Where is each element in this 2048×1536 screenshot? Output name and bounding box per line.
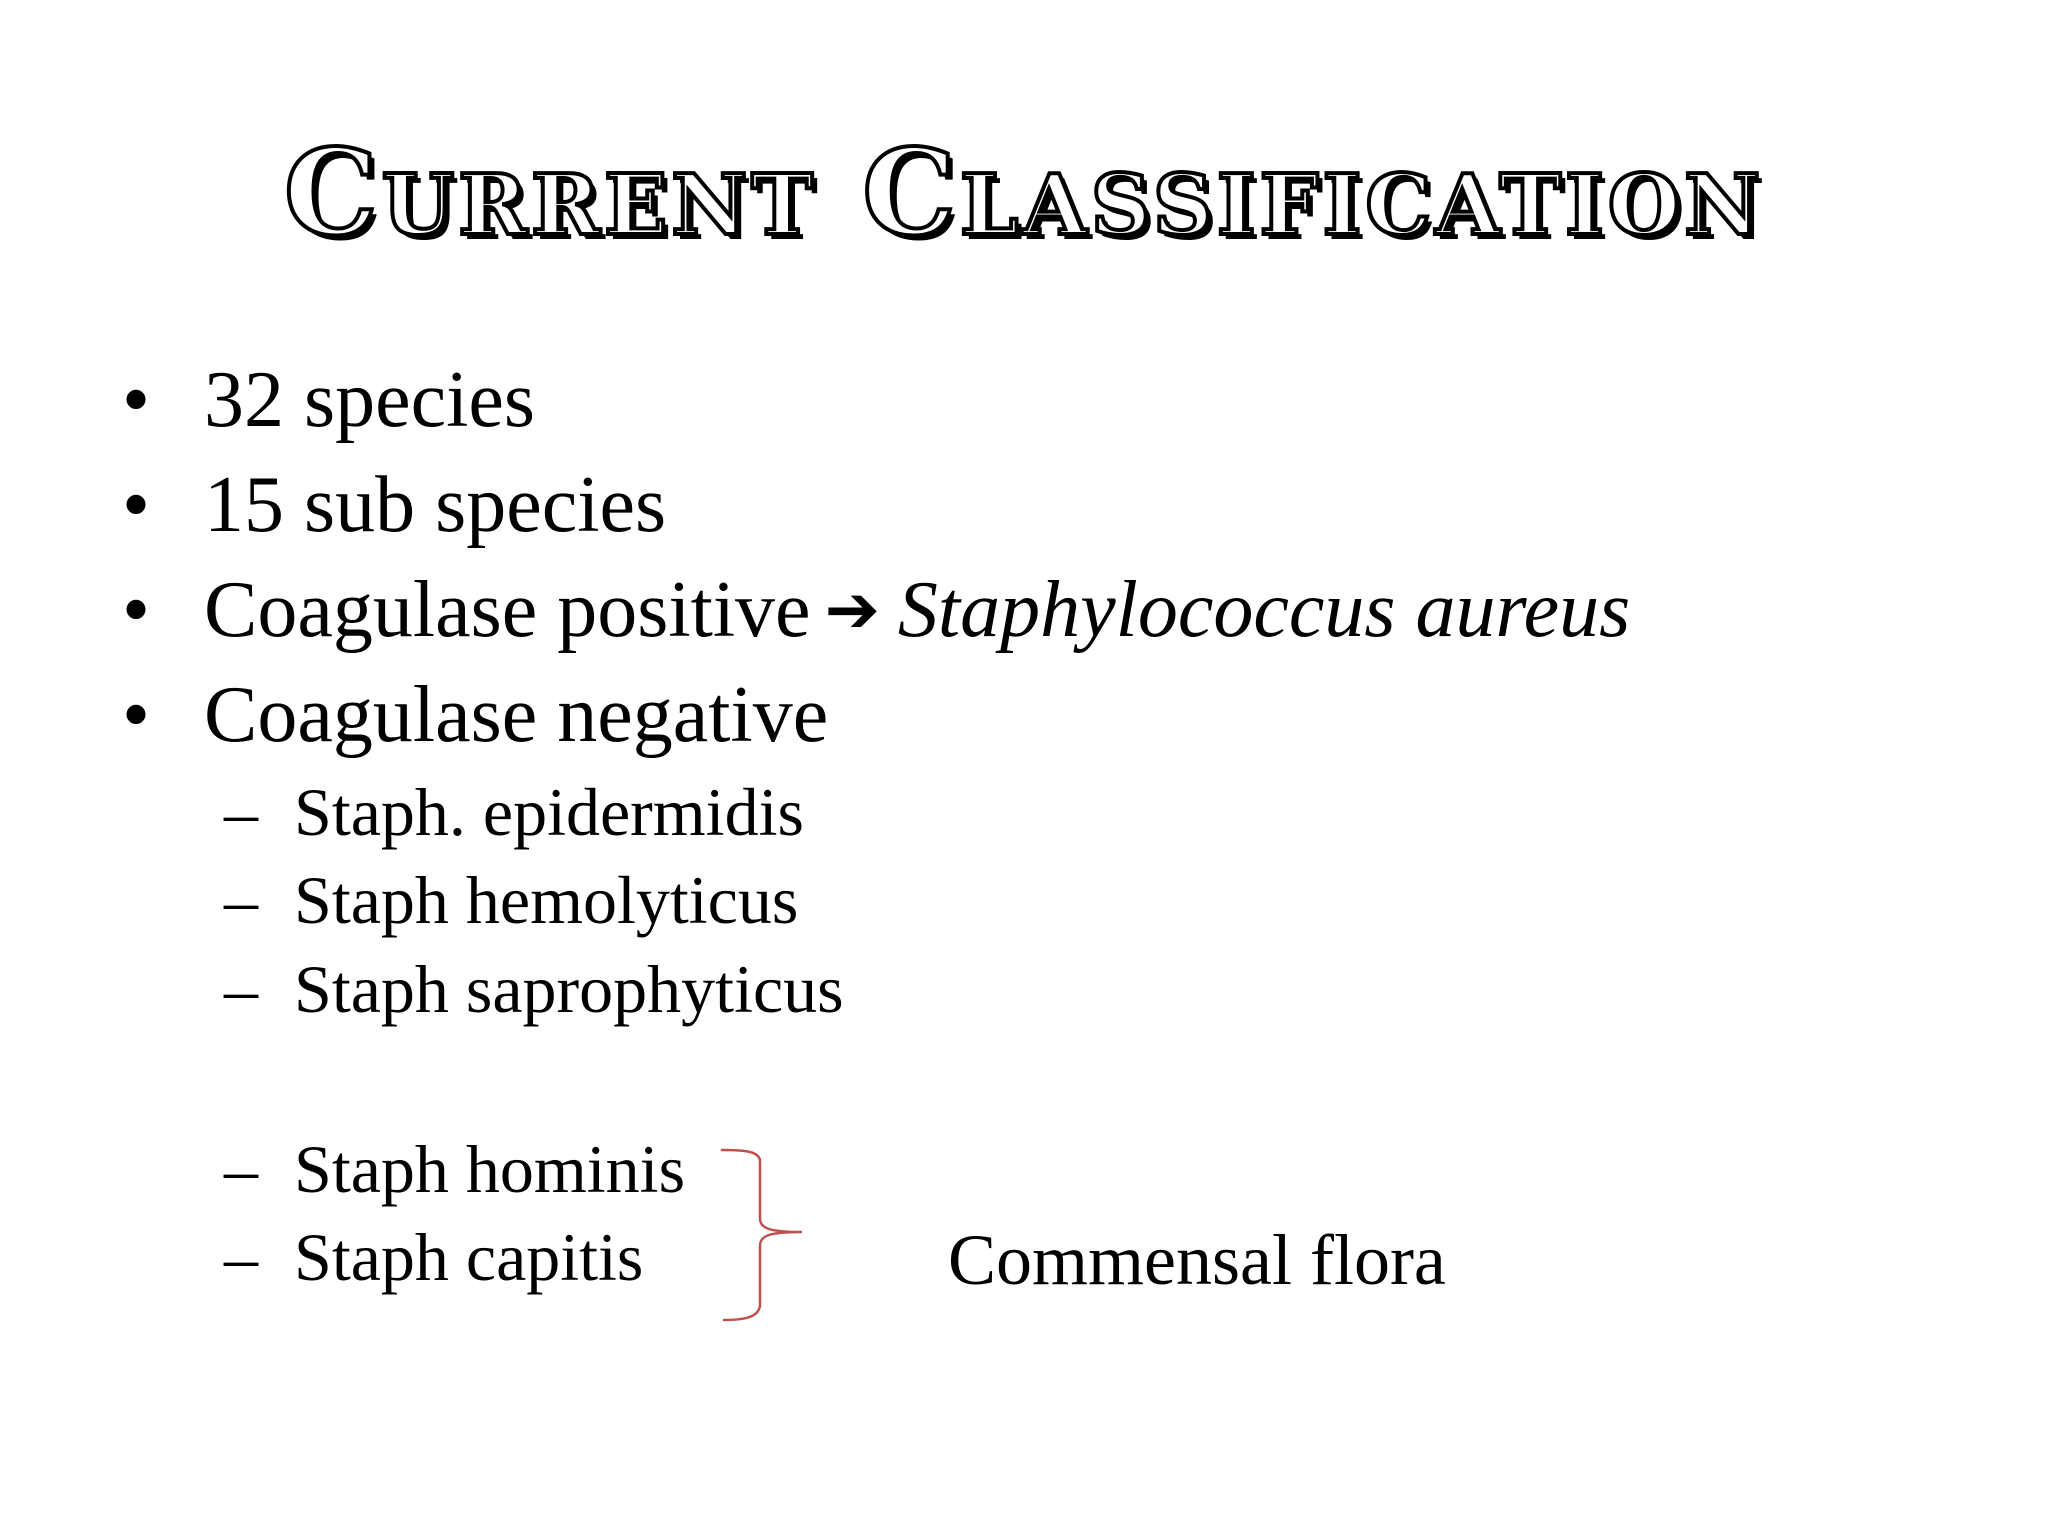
sub-item <box>224 858 798 942</box>
bullet-item <box>122 665 828 765</box>
bullet-marker: • <box>122 356 151 444</box>
sub-item-text: Staph hemolyticus <box>294 862 799 938</box>
sub-item-marker: – <box>224 1131 258 1207</box>
sub-item-text: Staph. epidermidis <box>294 774 804 850</box>
slide-title: Current Classification <box>283 123 1765 262</box>
sub-item-text: Staph saprophyticus <box>294 951 844 1027</box>
species-name: Staphylococcus aureus <box>897 566 1631 654</box>
sub-item-marker: – <box>224 774 258 850</box>
bullet-item <box>122 350 535 450</box>
sub-item-marker: – <box>224 951 258 1027</box>
sub-item-text: Staph hominis <box>294 1131 686 1207</box>
bullet-marker: • <box>122 461 151 549</box>
sub-item-marker: – <box>224 1219 258 1295</box>
bullet-text: Coagulase negative <box>204 671 829 759</box>
annotation-label: Commensal flora <box>948 1220 1446 1300</box>
bullet-marker: • <box>122 671 151 759</box>
bullet-marker: • <box>122 566 151 654</box>
sub-item <box>224 770 804 854</box>
bullet-text: 32 species <box>204 356 536 444</box>
sub-item-marker: – <box>224 862 258 938</box>
bullet-item <box>122 560 1630 664</box>
arrow-right-icon: ➔ <box>824 571 880 648</box>
bullet-text: 15 sub species <box>204 461 667 549</box>
curly-brace-icon <box>716 1146 816 1326</box>
bullet-text: Coagulase positive <box>204 566 811 654</box>
sub-item <box>224 1127 685 1211</box>
bullet-item <box>122 455 666 555</box>
sub-item <box>224 947 844 1031</box>
sub-item <box>224 1215 643 1299</box>
sub-item-text: Staph capitis <box>294 1219 644 1295</box>
